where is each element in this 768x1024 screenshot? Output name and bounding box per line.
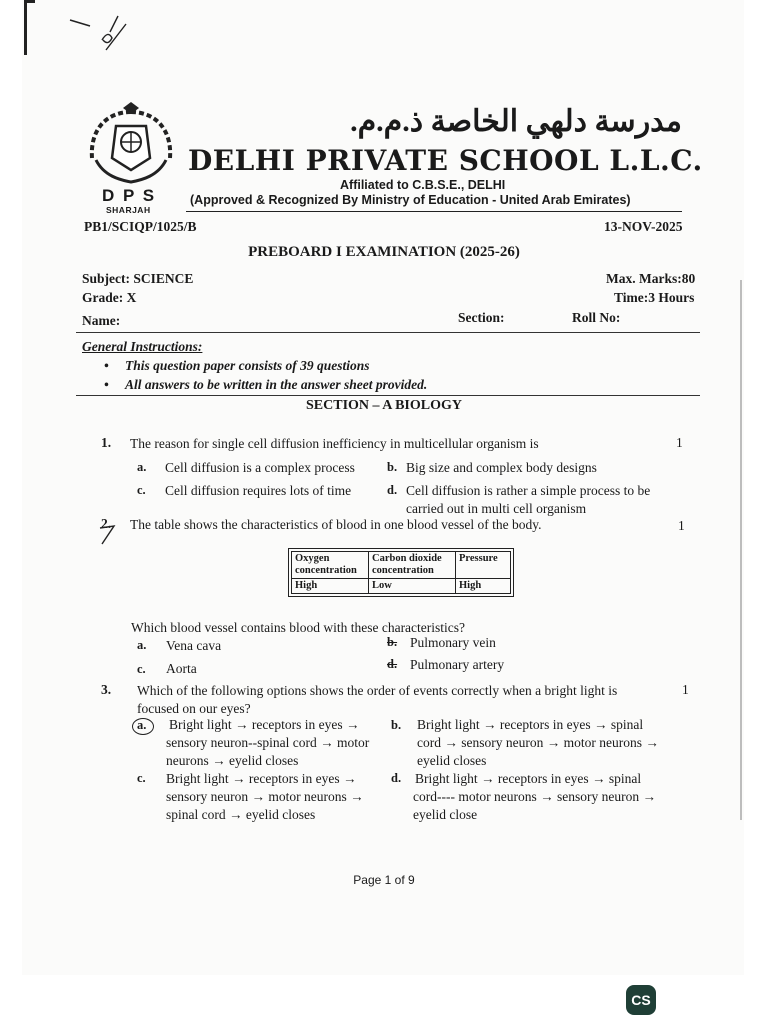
option-text: Cell diffusion is rather a simple process to be [406, 483, 651, 498]
scan-edge-line [740, 280, 742, 820]
option-label: d. [391, 771, 402, 785]
question-text: The table shows the characteristics of blood in one blood vessel of the body. [130, 517, 542, 532]
blood-table [288, 548, 514, 597]
table-cell: High [456, 579, 511, 594]
question-prompt: Which blood vessel contains blood with these characteristics? [131, 620, 466, 635]
table-header-cell: Carbon dioxide concentration [369, 552, 456, 579]
option-text: cord → sensory neuron → motor neurons → [417, 735, 659, 750]
option-label: b. [387, 460, 398, 474]
option-text: sensory neuron → motor neurons → [166, 789, 364, 804]
option-text: Bright light → receptors in eyes → spinal [417, 717, 644, 732]
max-marks: Max. Marks:80 [606, 271, 696, 286]
roll-no-field: Roll No: [572, 310, 621, 325]
page-number: Page 1 of 9 [353, 873, 415, 887]
option-label: c. [137, 483, 146, 497]
school-name: DELHI PRIVATE SCHOOL L.L.C. [188, 144, 703, 177]
option-label: c. [137, 662, 146, 676]
table-cell: Low [369, 579, 456, 594]
name-field: Name: [82, 313, 121, 328]
exam-title: PREBOARD I EXAMINATION (2025-26) [248, 244, 520, 260]
option-text: Aorta [166, 661, 197, 676]
subject-field: Subject: SCIENCE [82, 271, 194, 286]
question-number: 2. [101, 516, 112, 531]
grade-field: Grade: X [82, 290, 137, 305]
option-text: Pulmonary vein [410, 635, 496, 650]
section-title: SECTION – A BIOLOGY [306, 398, 462, 413]
question-text: Which of the following options shows the order of events correctly when a bright light is [137, 683, 618, 698]
option-label: a. [137, 460, 147, 474]
approval-text: (Approved & Recognized By Ministry of Education - United Arab Emirates) [190, 193, 631, 207]
option-label: c. [137, 771, 146, 785]
option-text: Cell diffusion is a complex process [165, 460, 355, 475]
option-text: spinal cord → eyelid closes [166, 807, 316, 822]
scanner-app-icon: CS [626, 985, 656, 1015]
option-text-continued: carried out in multi cell organism [406, 501, 587, 516]
option-text: eyelid closes [417, 753, 487, 768]
handwritten-mark [68, 12, 138, 57]
question-number: 1. [101, 435, 112, 450]
table-header-cell: Pressure [456, 552, 511, 579]
option-text: eyelid close [413, 807, 478, 822]
option-label: b. [391, 718, 402, 732]
option-text: Pulmonary artery [410, 657, 505, 672]
corner-mark [24, 0, 35, 55]
affiliation-text: Affiliated to C.B.S.E., DELHI [340, 178, 506, 192]
option-text: Bright light → receptors in eyes → spinal [415, 771, 642, 786]
pen-tick-mark [96, 522, 118, 546]
logo-subtext: SHARJAH [106, 205, 151, 215]
option-text: Bright light → receptors in eyes → [166, 771, 357, 786]
option-label-struck: b. [387, 635, 398, 649]
instructions-heading: General Instructions: [82, 339, 203, 354]
logo-text: D P S [102, 186, 157, 205]
option-text: Cell diffusion requires lots of time [165, 483, 352, 498]
question-number: 3. [101, 682, 112, 697]
question-marks: 1 [676, 435, 683, 450]
school-name-arabic: مدرسة دلهي الخاصة ذ.م.م. [350, 105, 682, 138]
question-text-continued: focused on our eyes? [137, 701, 251, 716]
table-header-cell: Oxygen concentration [292, 552, 369, 579]
question-text: The reason for single cell diffusion inefficiency in multicellular organism is [130, 436, 539, 451]
question-marks: 1 [678, 518, 685, 533]
option-label: d. [387, 483, 398, 497]
option-label: a. [137, 718, 147, 732]
option-text: Vena cava [166, 638, 222, 653]
section-field: Section: [458, 310, 505, 325]
exam-date: 13-NOV-2025 [604, 219, 683, 234]
header-divider [186, 211, 682, 212]
option-text: cord---- motor neurons → sensory neuron → [413, 789, 656, 804]
instruction-item: • All answers to be written in the answer sheet provided. [104, 377, 428, 392]
option-text: Big size and complex body designs [406, 460, 597, 475]
divider-instructions [76, 395, 700, 396]
instruction-item: • This question paper consists of 39 questions [104, 358, 370, 373]
option-text: sensory neuron--spinal cord → motor [166, 735, 370, 750]
time-allowed: Time:3 Hours [614, 290, 695, 305]
school-crest-logo [76, 100, 186, 188]
option-label-struck: d. [387, 657, 398, 671]
divider-top [76, 332, 700, 333]
table-cell: High [292, 579, 369, 594]
question-marks: 1 [682, 682, 689, 697]
paper-code: PB1/SCIQP/1025/B [84, 219, 197, 234]
option-text: neurons → eyelid closes [166, 753, 299, 768]
option-label: a. [137, 638, 147, 652]
option-text: Bright light → receptors in eyes → [169, 717, 360, 732]
